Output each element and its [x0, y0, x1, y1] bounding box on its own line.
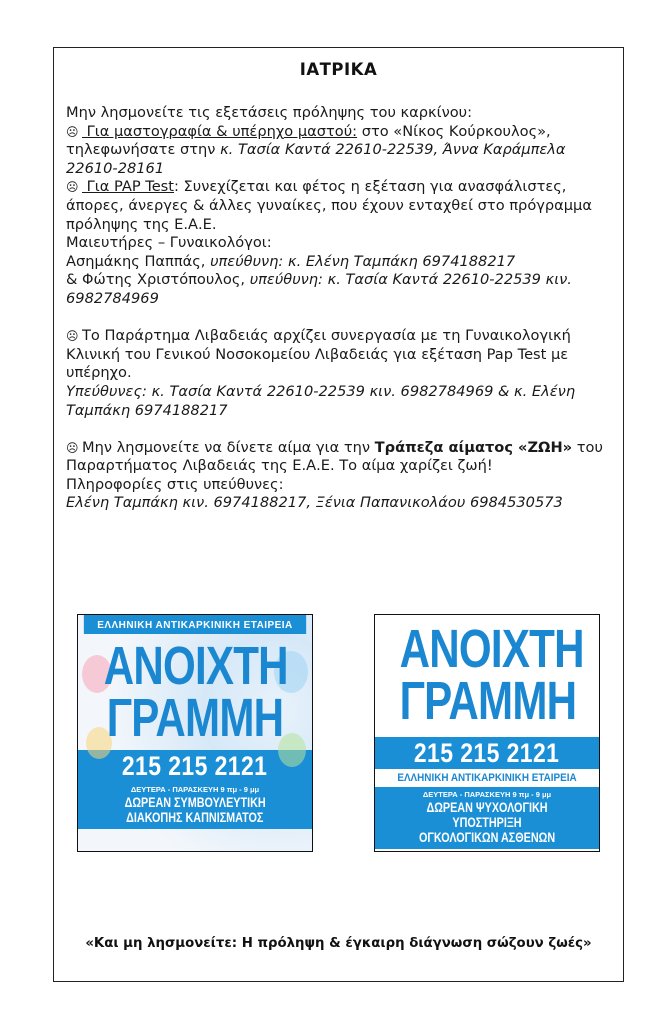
blood-bank-item: ☹ Μην λησμονείτε να δίνετε αίμα για την Τράπεζα αίματος «ΖΩΗ» του Παραρτήματος Λιβαδειάς της Ε.Α.Ε. Το αίμα χαρίζει ζωή! [66, 438, 603, 475]
banner-phone: 215 215 2121 [375, 737, 599, 769]
frown-icon: ☹ [66, 124, 79, 139]
frown-icon: ☹ [66, 180, 79, 195]
mammography-contacts: κ. Τασία Καντά 22610-22539, Άννα Καράμπελα 22610-28161 [66, 141, 566, 177]
banner-hours: ΔΕΥΤΕΡΑ - ΠΑΡΑΣΚΕΥΗ 9 πμ - 9 μμ [375, 787, 599, 800]
doctor-2: & Φώτης Χριστόπουλος, υπεύθυνη: κ. Τασία Καντά 22610-22539 κιν. 6982784969 [66, 271, 572, 307]
screening-intro: Μην λησμονείτε τις εξετάσεις πρόληψης του καρκίνου: [66, 104, 473, 121]
pap-test-item [66, 178, 611, 234]
frown-icon: ☹ [66, 440, 79, 455]
banner-hours: ΔΕΥΤΕΡΑ - ΠΑΡΑΣΚΕΥΗ 9 πμ - 9 μμ [78, 782, 312, 795]
banner-phone: 215 215 2121 [78, 750, 312, 782]
banner-service: ΔΩΡΕΑΝ ΣΥΜΒΟΥΛΕΥΤΙΚΗ ΔΙΑΚΟΠΗΣ ΚΑΠΝΙΣΜΑΤΟΣ [78, 795, 312, 829]
helpline-banner-smoking [77, 614, 313, 852]
helpline-banner-psychological [374, 614, 600, 852]
doctor-1: Ασημάκης Παππάς, υπεύθυνη: κ. Ελένη Ταμπάκη 6974188217 [66, 252, 516, 270]
pap-test-label: Για PAP Test [82, 178, 174, 196]
page-frame [53, 47, 624, 982]
frown-icon: ☹ [66, 329, 79, 344]
midwives-heading: Μαιευτήρες – Γυναικολόγοι: [66, 234, 272, 252]
heart-icon: M [478, 671, 513, 731]
pap-test-text: : Συνεχίζεται και φέτος η εξέταση για ανασφάλιστες, άπορες, άνεργες & άλλες γυναίκες, που έχουν ενταχθεί στο πρόγραμμα πρόληψης της Ε.Α.Ε. [66, 178, 592, 233]
banner-title-line1: ΑΝΟΙΧΤΗ [103, 636, 288, 696]
mammography-label: Για μαστογραφία & υπέρηχο μαστού: [82, 122, 358, 140]
banner-service: ΔΩΡΕΑΝ ΨΥΧΟΛΟΓΙΚΗ ΥΠΟΣΤΗΡΙΞΗ ΟΓΚΟΛΟΓΙΚΩΝ ΑΣΘΕΝΩΝ [375, 800, 599, 849]
closing-slogan: «Και μη λησμονείτε: Η πρόληψη & έγκαιρη διάγνωση σώζουν ζωές» [85, 936, 592, 951]
banner-title-line1: ΑΝΟΙΧΤΗ [399, 619, 584, 679]
blood-bank-name: Τράπεζα αίματος «ΖΩΗ» [374, 438, 573, 456]
heart-icon: M [185, 688, 220, 748]
banner-society: ΕΛΛΗΝΙΚΗ ΑΝΤΙΚΑΡΚΙΝΙΚΗ ΕΤΑΙΡΕΙΑ [84, 615, 306, 634]
clinic-contacts: Υπεύθυνες: κ. Τασία Καντά 22610-22539 κιν. 6982784969 & κ. Ελένη Ταμπάκη 6974188217 [66, 382, 576, 419]
blood-bank-info: Πληροφορίες στις υπεύθυνες: [66, 475, 284, 493]
mammography-text: στο «Νίκος Κούρκουλος», τηλεφωνήσατε στην [66, 122, 551, 159]
banner-title-line2: ΓΡΑMΜΗ [399, 671, 577, 731]
mammography-item [66, 123, 611, 179]
article-body [66, 104, 611, 513]
blood-bank-contacts: Ελένη Ταμπάκη κιν. 6974188217, Ξένια Παπανικολάου 6984530573 [66, 494, 563, 512]
banner-society: ΕΛΛΗΝΙΚΗ ΑΝΤΙΚΑΡΚΙΝΙΚΗ ΕΤΑΙΡΕΙΑ [386, 769, 588, 787]
livadeia-clinic-item: ☹ Το Παράρτημα Λιβαδειάς αρχίζει συνεργασία με τη Γυναικολογική Κλινική του Γενικού Νοσοκομείου Λιβαδειάς για εξέταση Pap Test με υπέρηχο. [66, 327, 571, 382]
banner-title-line2: ΓΡΑMΜΗ [106, 688, 284, 748]
page-title: ΙΑΤΡΙΚΑ [299, 60, 378, 79]
